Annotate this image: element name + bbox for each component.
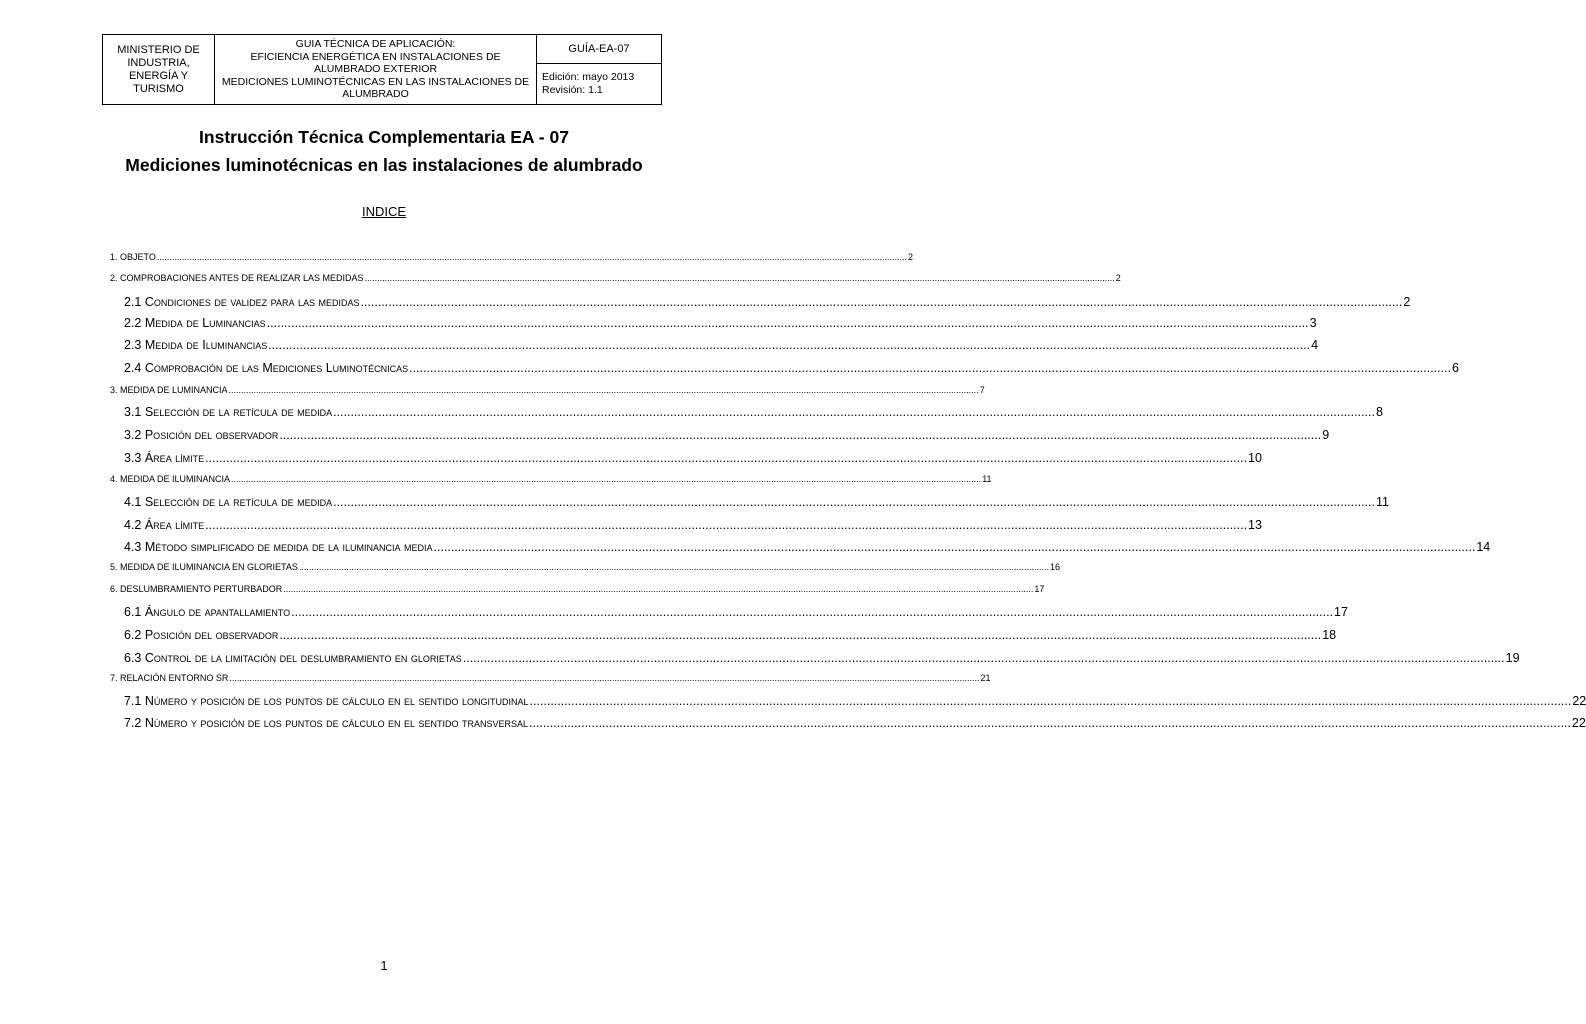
toc-entry[interactable] [110,673,991,683]
toc-entry-page: 22 [1571,716,1586,730]
toc-entry[interactable] [124,361,1459,375]
toc-entry[interactable] [110,385,985,395]
toc-entry-page: 3 [1309,316,1317,330]
toc-entry-title: 6.2 Posición del observador [124,628,279,642]
toc-leader-dots: ............................................................................................................................................................................................................................................................................................................ [266,316,1309,330]
toc-leader-dots: ............................................................................................................................................................................................................................................................................................................ [333,405,1375,419]
toc-leader-dots: ............................................................................................................................................................................................................................................................................................................ [364,273,1115,283]
toc-entry[interactable] [124,405,1383,419]
toc-leader-dots: ............................................................................................................................................................................................................................................................................................................ [231,474,982,484]
guide-meta-block [537,35,661,104]
toc-entry-title: 4.1 Selección de la retícula de medida [124,495,333,509]
toc-entry-page: 11 [1375,495,1389,509]
toc-leader-dots: ............................................................................................................................................................................................................................................................................................................ [433,540,1476,554]
toc-leader-dots: ............................................................................................................................................................................................................................................................................................................ [228,385,979,395]
toc-leader-dots: ............................................................................................................................................................................................................................................................................................................ [409,361,1452,375]
toc-leader-dots: ............................................................................................................................................................................................................................................................................................................ [298,562,1050,572]
toc-entry[interactable] [124,518,1262,532]
toc-entry[interactable] [110,273,1121,283]
toc-entry-title: 2.2 Medida de Luminancias [124,316,266,330]
toc-entry-title: 3. MEDIDA DE LUMINANCIA [110,385,228,395]
toc-entry-page: 4 [1311,338,1319,352]
toc-entry[interactable] [110,252,914,262]
toc-entry-title: 4.3 Método simplificado de medida de la iluminancia media [124,540,433,554]
toc-entry-title: 2.3 Medida de Iluminancias [124,338,268,352]
document-subtitle: Mediciones luminotécnicas en las instalaciones de alumbrado [125,155,643,175]
toc-entry-page: 19 [1505,651,1520,665]
toc-entry[interactable] [124,428,1330,442]
toc-entry-page: 14 [1476,540,1491,554]
toc-entry-page: 2 [1403,295,1411,309]
toc-entry-title: 6.1 Ángulo de apantallamiento [124,605,291,619]
toc-leader-dots: ............................................................................................................................................................................................................................................................................................................ [279,628,1322,642]
toc-leader-dots: ............................................................................................................................................................................................................................................................................................................ [462,651,1505,665]
toc-entry-title: 3.2 Posición del observador [124,428,279,442]
toc-entry-title: 4.2 Área límite [124,518,205,532]
toc-entry-title: 3.3 Área límite [124,451,205,465]
toc-entry[interactable] [124,605,1348,619]
toc-entry-page: 22 [1572,694,1586,708]
toc-entry-page: 17 [1334,605,1348,619]
toc-leader-dots: ............................................................................................................................................................................................................................................................................................................ [229,673,980,683]
toc-entry[interactable] [124,295,1411,309]
toc-leader-dots: ............................................................................................................................................................................................................................................................................................................ [291,605,1334,619]
toc-entry-title: 1. OBJETO [110,252,156,262]
toc-leader-dots: ............................................................................................................................................................................................................................................................................................................ [333,495,1375,509]
toc-entry-title: 4. MEDIDA DE ILUMINANCIA [110,474,231,484]
toc-entry-page: 8 [1375,405,1383,419]
guide-title-line3: MEDICIONES LUMINOTÉCNICAS EN LAS INSTALACIONES DE ALUMBRADO [221,75,530,101]
toc-entry[interactable] [124,628,1337,642]
guide-code: GUÍA-EA-07 [537,35,661,64]
toc-entry-title: 5. MEDIDA DE ILUMINANCIA EN GLORIETAS [110,562,298,572]
toc-leader-dots: ............................................................................................................................................................................................................................................................................................................ [205,451,1248,465]
toc-entry[interactable] [124,694,1586,708]
guide-edition-block [537,64,661,104]
toc-entry-page: 7 [979,385,985,395]
toc-entry[interactable] [124,451,1262,465]
document-title: Instrucción Técnica Complementaria EA - 07 [199,127,569,147]
toc-entry[interactable] [124,651,1520,665]
toc-leader-dots: ............................................................................................................................................................................................................................................................................................................ [279,428,1322,442]
toc-entry[interactable] [124,316,1317,330]
toc-entry-title: 7.1 Número y posición de los puntos de cálculo en el sentido longitudinal [124,694,529,708]
toc-entry[interactable] [110,584,1045,594]
toc-leader-dots: ............................................................................................................................................................................................................................................................................................................ [268,338,1311,352]
toc-entry-title: 3.1 Selección de la retícula de medida [124,405,333,419]
toc-leader-dots: ............................................................................................................................................................................................................................................................................................................ [360,295,1403,309]
toc-leader-dots: ............................................................................................................................................................................................................................................................................................................ [529,694,1572,708]
edition-date: Edición: mayo 2013 [542,71,635,83]
toc-entry-page: 21 [980,673,991,683]
toc-entry-title: 6.3 Control de la limitación del deslumbramiento en glorietas [124,651,462,665]
toc-entry[interactable] [110,474,992,484]
toc-leader-dots: ............................................................................................................................................................................................................................................................................................................ [156,252,908,262]
ministry-name: MINISTERIO DE INDUSTRIA, ENERGÍA Y TURISMO [103,35,215,104]
toc-leader-dots: ............................................................................................................................................................................................................................................................................................................ [205,518,1248,532]
toc-entry-title: 2.4 Comprobación de las Mediciones Luminotécnicas [124,361,409,375]
toc-entry-page: 17 [1034,584,1045,594]
toc-entry-title: 6. DESLUMBRAMIENTO PERTURBADOR [110,584,283,594]
document-header [102,34,662,105]
toc-entry[interactable] [124,540,1491,554]
toc-entry-page: 2 [1115,273,1121,283]
toc-entry[interactable] [110,562,1061,572]
toc-entry[interactable] [124,495,1389,509]
toc-entry-title: 2. COMPROBACIONES ANTES DE REALIZAR LAS MEDIDAS [110,273,364,283]
guide-title-block [215,35,537,104]
page-number: 1 [380,958,388,973]
toc-entry-title: 2.1 Condiciones de validez para las medidas [124,295,360,309]
toc-leader-dots: ............................................................................................................................................................................................................................................................................................................ [283,584,1034,594]
toc-entry-title: 7. RELACIÓN ENTORNO SR [110,673,229,683]
toc-entry-page: 11 [982,474,992,484]
toc-leader-dots: ............................................................................................................................................................................................................................................................................................................ [529,716,1571,730]
toc-entry-page: 16 [1050,562,1061,572]
toc-entry-page: 18 [1322,628,1337,642]
toc-entry-page: 2 [908,252,914,262]
toc-entry[interactable] [124,716,1586,730]
index-heading: INDICE [361,204,407,219]
toc-entry-page: 10 [1248,451,1262,465]
revision-number: Revisión: 1.1 [542,84,603,96]
toc-entry-page: 9 [1322,428,1330,442]
guide-title-line2: EFICIENCIA ENERGÉTICA EN INSTALACIONES DE ALUMBRADO EXTERIOR [250,50,501,76]
toc-entry-page: 13 [1248,518,1262,532]
toc-entry-page: 6 [1452,361,1459,375]
guide-title-line1: GUIA TÉCNICA DE APLICACIÓN: [295,38,456,51]
toc-entry[interactable] [124,338,1319,352]
toc-entry-title: 7.2 Número y posición de los puntos de cálculo en el sentido transversal [124,716,528,730]
